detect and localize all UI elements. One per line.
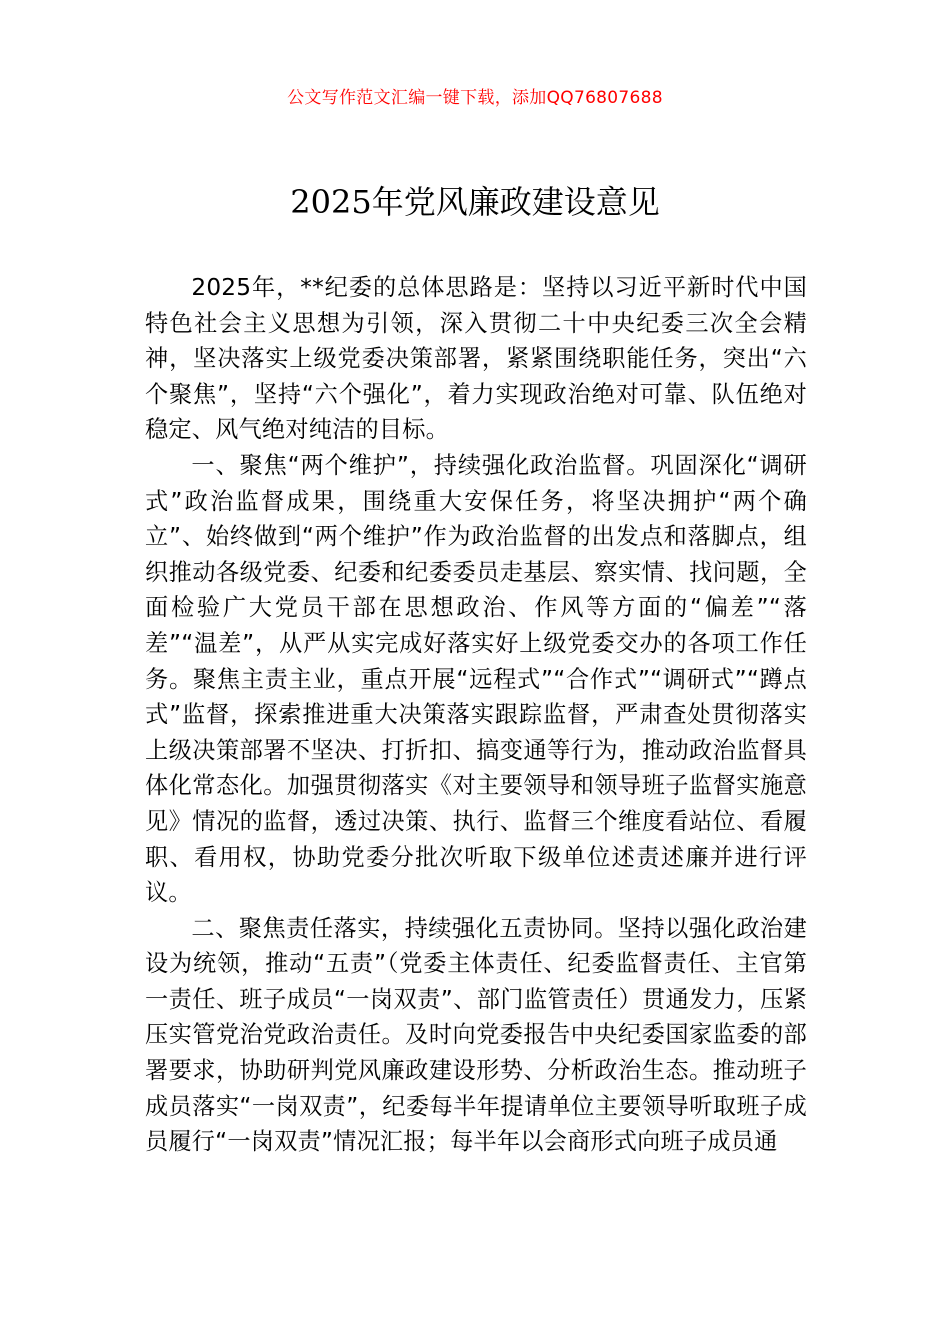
document-title: 2025年党风廉政建设意见 — [290, 183, 660, 221]
paragraph-intro: 2025年，**纪委的总体思路是：坚持以习近平新时代中国特色社会主义思想为引领，深入贯彻二十中央纪委三次全会精神，坚决落实上级党委决策部署，紧紧围绕职能任务，突出“六个聚焦”，坚持“六个强化”，着力实现政治绝对可靠、队伍绝对稳定、风气绝对纯洁的目标。 — [145, 274, 807, 444]
paragraph-section-2 — [145, 911, 807, 1160]
section-heading: 一、聚焦“两个维护”，持续强化政治监督。 — [191, 451, 651, 479]
promo-banner[interactable]: 公文写作范文汇编一键下载，添加QQ76807688 — [287, 88, 663, 108]
section-heading: 二、聚焦责任落实，持续强化五责协同。 — [191, 914, 618, 942]
document-body — [145, 270, 807, 1160]
section-body: 坚持以强化政治建设为统领，推动“五责”（党委主体责任、纪委监督责任、主官第一责任、班子成员“一岗双责”、部门监管责任）贯通发力，压紧压实管党治党政治责任。及时向党委报告中央纪委国家监委的部署要求，协助研判党风廉政建设形势、分析政治生态。推动班子成员落实“一岗双责”，纪委每半年提请单位主要领导听取班子成员履行“一岗双责”情况汇报；每半年以会商形式向班子成员通 — [145, 914, 807, 1156]
section-body: 巩固深化“调研式”政治监督成果，围绕重大安保任务，将坚决拥护“两个确立”、始终做到“两个维护”作为政治监督的出发点和落脚点，组织推动各级党委、纪委和纪委委员走基层、察实情、找问题，全面检验广大党员干部在思想政治、作风等方面的“偏差”“落差”“温差”，从严从实完成好落实好上级党委交办的各项工作任务。聚焦主责主业，重点开展“远程式”“合作式”“调研式”“蹲点式”监督，探索推进重大决策落实跟踪监督，严肃查处贯彻落实上级决策部署不坚决、打折扣、搞变通等行为，推动政治监督具体化常态化。加强贯彻落实《对主要领导和领导班子监督实施意见》情况的监督，透过决策、执行、监督三个维度看站位、看履职、看用权，协助党委分批次听取下级单位述责述廉并进行评议。 — [145, 451, 807, 907]
paragraph-section-1 — [145, 448, 807, 911]
